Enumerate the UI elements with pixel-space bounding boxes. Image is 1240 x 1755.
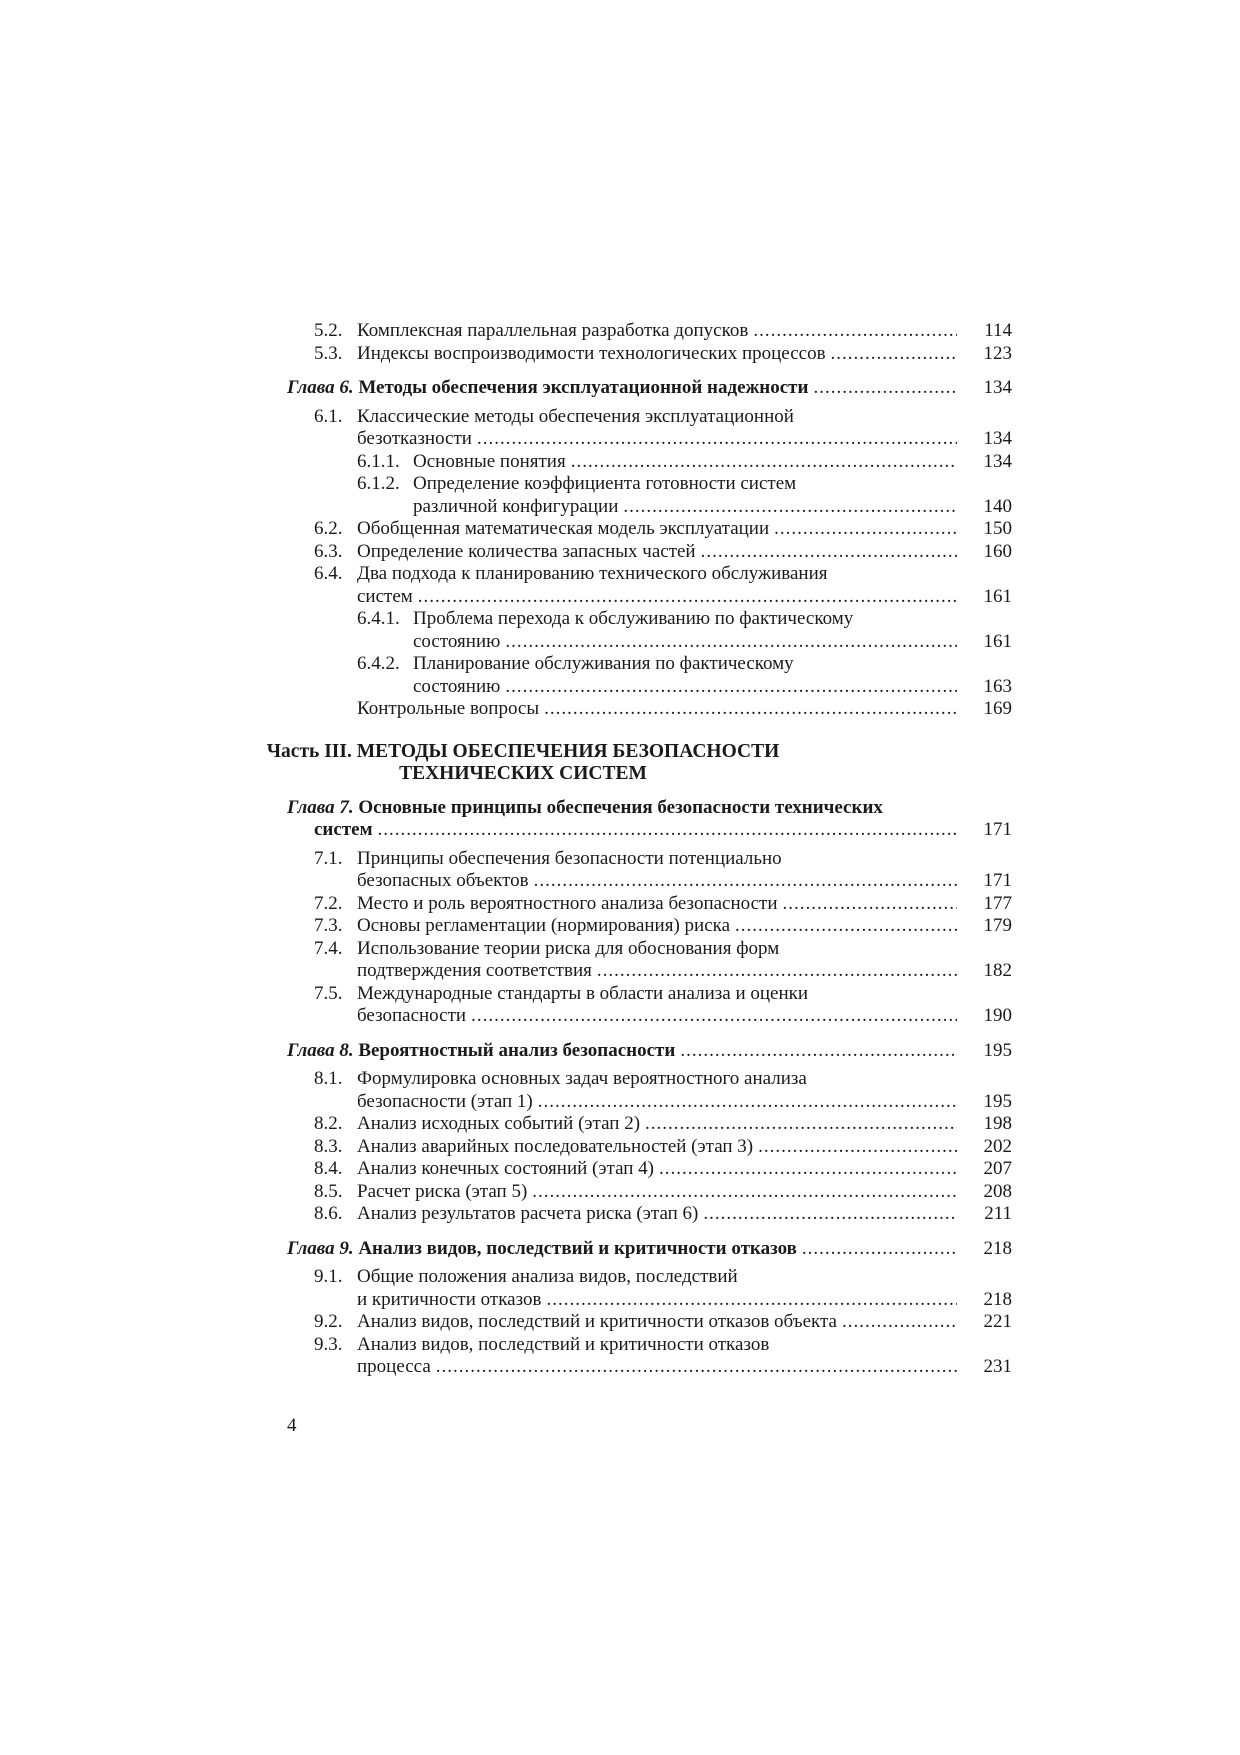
dot-leader xyxy=(735,915,957,938)
entry-title: Анализ исходных событий (этап 2) xyxy=(357,1113,641,1134)
entry-number: 8.5. xyxy=(314,1180,343,1202)
entry-number: 5.2. xyxy=(314,320,343,341)
toc-entry-7-1[interactable] xyxy=(314,847,1012,871)
entry-title-line1: Использование теории риска для обоснования форм xyxy=(357,937,780,959)
entry-number: 6.1. xyxy=(314,405,343,427)
toc-entry-8-2[interactable] xyxy=(314,1113,1012,1136)
dot-leader xyxy=(842,1311,957,1334)
entry-page: 171 xyxy=(983,819,1012,840)
entry-title-line2: состоянию xyxy=(413,630,501,652)
entry-title-line2: безотказности xyxy=(357,428,472,449)
toc-entry-7-3[interactable] xyxy=(314,915,1012,938)
dot-leader xyxy=(623,496,957,519)
entry-page: 160 xyxy=(983,540,1012,562)
entry-number: 9.1. xyxy=(314,1266,343,1287)
chapter-title: Анализ видов, последствий и критичности отказов xyxy=(358,1237,797,1259)
entry-number: 7.1. xyxy=(314,847,343,869)
entry-page: 169 xyxy=(983,698,1012,719)
entry-title-line1: Определение коэффициента готовности систем xyxy=(413,473,797,494)
dot-leader xyxy=(418,586,957,609)
dot-leader xyxy=(659,1158,957,1181)
toc-entry-6-4-1[interactable] xyxy=(357,608,1012,631)
toc-entry-8-3[interactable] xyxy=(314,1135,1012,1159)
chapter-label: Глава 6. xyxy=(287,377,354,398)
entry-number: 8.4. xyxy=(314,1158,343,1179)
entry-title: Основные понятия xyxy=(413,450,566,472)
entry-title-line1: Два подхода к планированию технического обслуживания xyxy=(357,563,828,584)
entry-page: 208 xyxy=(983,1180,1012,1202)
toc-entry-9-3-cont[interactable] xyxy=(357,1356,1012,1379)
entry-title-line2: процесса xyxy=(357,1356,431,1377)
toc-entry-7-5[interactable] xyxy=(314,982,1012,1006)
dot-leader xyxy=(645,1113,957,1136)
dot-leader xyxy=(813,377,957,400)
entry-page: 218 xyxy=(983,1237,1012,1259)
part-heading xyxy=(0,741,1240,785)
toc-entry-7-1-cont[interactable] xyxy=(357,870,1012,893)
entry-page: 231 xyxy=(983,1356,1012,1377)
dot-leader xyxy=(802,1238,957,1261)
entry-number: 7.3. xyxy=(314,915,343,936)
entry-number: 6.1.2. xyxy=(357,473,400,494)
entry-page: 134 xyxy=(983,428,1012,449)
entry-page: 123 xyxy=(983,342,1012,364)
toc-entry-8-1-cont[interactable] xyxy=(357,1091,1012,1114)
toc-chapter-7[interactable] xyxy=(287,797,1012,820)
entry-page: 161 xyxy=(983,585,1012,607)
entry-page: 114 xyxy=(984,320,1012,341)
entry-title-line2: безопасных объектов xyxy=(357,870,529,891)
toc-entry-7-4[interactable] xyxy=(314,937,1012,961)
entry-title: Обобщенная математическая модель эксплуатации xyxy=(357,518,770,539)
toc-entry-9-3[interactable] xyxy=(314,1333,1012,1357)
page-number: 4 xyxy=(287,1415,297,1436)
toc-entry-7-5-cont[interactable] xyxy=(357,1005,1012,1028)
dot-leader xyxy=(758,1136,957,1159)
entry-page: 140 xyxy=(983,495,1012,517)
dot-leader xyxy=(701,541,957,564)
entry-title: Основы регламентации (нормирования) риска xyxy=(357,915,731,936)
entry-number: 6.3. xyxy=(314,540,343,562)
chapter-title-line1: Основные принципы обеспечения безопасности технических xyxy=(358,796,883,818)
dot-leader xyxy=(378,819,957,842)
entry-title: Анализ видов, последствий и критичности отказов объекта xyxy=(357,1311,837,1332)
toc-entry-6-1-2[interactable] xyxy=(357,473,1012,496)
dot-leader xyxy=(831,343,957,366)
toc-chapter-6[interactable] xyxy=(287,377,1012,400)
dot-leader xyxy=(532,1181,957,1204)
toc-entry-9-1-cont[interactable] xyxy=(357,1289,1012,1312)
entry-title: Индексы воспроизводимости технологических процессов xyxy=(357,342,826,364)
toc-entry-7-2[interactable] xyxy=(314,892,1012,916)
entry-number: 6.1.1. xyxy=(357,450,400,472)
entry-number: 9.3. xyxy=(314,1333,343,1355)
entry-title-line2: безопасности (этап 1) xyxy=(357,1090,533,1112)
dot-leader xyxy=(538,1091,957,1114)
toc-entry-6-4-cont[interactable] xyxy=(357,586,1012,609)
dot-leader xyxy=(505,676,957,699)
chapter-label: Глава 9. xyxy=(287,1237,354,1259)
entry-number: 9.2. xyxy=(314,1311,343,1332)
entry-title-line1: Классические методы обеспечения эксплуатационной xyxy=(357,405,794,427)
entry-number: 6.4.2. xyxy=(357,653,400,674)
entry-title-line1: Планирование обслуживания по фактическому xyxy=(413,653,794,674)
entry-title: Анализ аварийных последовательностей (этап 3) xyxy=(357,1135,754,1157)
chapter-title: Вероятностный анализ безопасности xyxy=(358,1039,676,1061)
entry-number: 7.5. xyxy=(314,982,343,1004)
entry-title-line1: Общие положения анализа видов, последствий xyxy=(357,1266,738,1287)
dot-leader xyxy=(753,320,957,343)
toc-entry-5-2[interactable] xyxy=(314,320,1012,343)
entry-title-line1: Формулировка основных задач вероятностного анализа xyxy=(357,1068,807,1089)
entry-number: 6.4. xyxy=(314,563,343,584)
entry-title: Комплексная параллельная разработка допусков xyxy=(357,320,749,341)
entry-page: 195 xyxy=(983,1090,1012,1112)
toc-entry-6-1[interactable] xyxy=(314,405,1012,429)
toc-entry-6-4-2[interactable] xyxy=(357,653,1012,676)
toc-entry-6-1-cont[interactable] xyxy=(357,428,1012,451)
entry-title: Место и роль вероятностного анализа безопасности xyxy=(357,892,778,914)
dot-leader xyxy=(546,1289,957,1312)
entry-page: 198 xyxy=(983,1113,1012,1134)
entry-number: 8.3. xyxy=(314,1135,343,1157)
entry-title: Контрольные вопросы xyxy=(357,698,540,719)
entry-page: 221 xyxy=(983,1311,1012,1332)
chapter-title: Методы обеспечения эксплуатационной надежности xyxy=(358,377,809,398)
dot-leader xyxy=(436,1356,957,1379)
entry-page: 190 xyxy=(983,1005,1012,1026)
toc-entry-9-2[interactable] xyxy=(314,1311,1012,1334)
entry-page: 218 xyxy=(983,1288,1012,1310)
entry-page: 182 xyxy=(983,960,1012,981)
entry-page: 202 xyxy=(983,1135,1012,1157)
entry-number: 8.2. xyxy=(314,1113,343,1134)
entry-title-line2: различной конфигурации xyxy=(413,495,619,517)
entry-page: 161 xyxy=(983,630,1012,652)
dot-leader xyxy=(783,893,957,916)
entry-title-line1: Проблема перехода к обслуживанию по фактическому xyxy=(413,608,854,629)
entry-title: Определение количества запасных частей xyxy=(357,540,696,562)
entry-page: 177 xyxy=(983,892,1012,914)
toc-entry-6-4[interactable] xyxy=(314,563,1012,586)
part-heading-line1: Часть III. МЕТОДЫ ОБЕСПЕЧЕНИЯ БЕЗОПАСНОСТИ xyxy=(266,740,780,762)
entry-title-line1: Международные стандарты в области анализа и оценки xyxy=(357,982,809,1004)
chapter-label: Глава 7. xyxy=(287,796,354,818)
entry-title: Анализ конечных состояний (этап 4) xyxy=(357,1158,654,1179)
entry-page: 163 xyxy=(983,675,1012,697)
dot-leader xyxy=(505,631,957,654)
dot-leader xyxy=(680,1040,957,1063)
part-heading-line2: ТЕХНИЧЕСКИХ СИСТЕМ xyxy=(399,762,647,784)
dot-leader xyxy=(703,1203,957,1226)
entry-title: Расчет риска (этап 5) xyxy=(357,1180,528,1202)
entry-page: 134 xyxy=(983,450,1012,472)
toc-entry-6-2[interactable] xyxy=(314,518,1012,541)
toc-entry-5-3[interactable] xyxy=(314,342,1012,366)
dot-leader xyxy=(534,870,957,893)
dot-leader xyxy=(477,428,957,451)
toc-entry-8-4[interactable] xyxy=(314,1158,1012,1181)
chapter-title-line2: систем xyxy=(314,819,373,840)
dot-leader xyxy=(597,960,957,983)
entry-page: 207 xyxy=(983,1158,1012,1179)
entry-number: 6.4.1. xyxy=(357,608,400,629)
entry-number: 7.4. xyxy=(314,937,343,959)
entry-page: 171 xyxy=(983,870,1012,891)
entry-page: 150 xyxy=(983,518,1012,539)
entry-number: 6.2. xyxy=(314,518,343,539)
entry-title-line2: безопасности xyxy=(357,1005,467,1026)
entry-page: 195 xyxy=(983,1039,1012,1061)
table-of-contents xyxy=(0,320,1240,1379)
entry-title-line1: Анализ видов, последствий и критичности отказов xyxy=(357,1333,770,1355)
toc-entry-6-4-2-cont[interactable] xyxy=(413,676,1012,699)
toc-entry-6-1-2-cont[interactable] xyxy=(413,496,1012,519)
dot-leader xyxy=(774,518,957,541)
toc-entry-7-4-cont[interactable] xyxy=(357,960,1012,983)
entry-title-line2: состоянию xyxy=(413,675,501,697)
entry-title-line2: подтверждения соответствия xyxy=(357,960,592,981)
entry-page: 179 xyxy=(983,915,1012,936)
entry-page: 211 xyxy=(984,1203,1012,1224)
toc-entry-8-6[interactable] xyxy=(314,1203,1012,1226)
toc-chapter-8[interactable] xyxy=(287,1040,1012,1063)
entry-number: 7.2. xyxy=(314,892,343,914)
entry-title-line1: Принципы обеспечения безопасности потенциально xyxy=(357,847,782,869)
entry-title-line2: и критичности отказов xyxy=(357,1288,542,1310)
toc-entry-6-1-1[interactable] xyxy=(357,450,1012,474)
dot-leader xyxy=(471,1005,957,1028)
dot-leader xyxy=(571,451,957,474)
toc-entry-6-4-1-cont[interactable] xyxy=(413,631,1012,654)
entry-title-line2: систем xyxy=(357,585,413,607)
toc-entry-8-5[interactable] xyxy=(314,1180,1012,1204)
dot-leader xyxy=(544,698,957,721)
entry-title: Анализ результатов расчета риска (этап 6) xyxy=(357,1203,699,1224)
entry-number: 5.3. xyxy=(314,342,343,364)
toc-chapter-9[interactable] xyxy=(287,1238,1012,1261)
toc-entry-9-1[interactable] xyxy=(314,1266,1012,1289)
toc-entry-6-3[interactable] xyxy=(314,540,1012,564)
toc-entry-8-1[interactable] xyxy=(314,1068,1012,1091)
toc-chapter-7-cont[interactable] xyxy=(314,819,1012,842)
chapter-label: Глава 8. xyxy=(287,1039,354,1061)
toc-entry-review-questions[interactable] xyxy=(357,698,1012,721)
entry-number: 8.6. xyxy=(314,1203,343,1224)
entry-number: 8.1. xyxy=(314,1068,343,1089)
entry-page: 134 xyxy=(983,377,1012,398)
